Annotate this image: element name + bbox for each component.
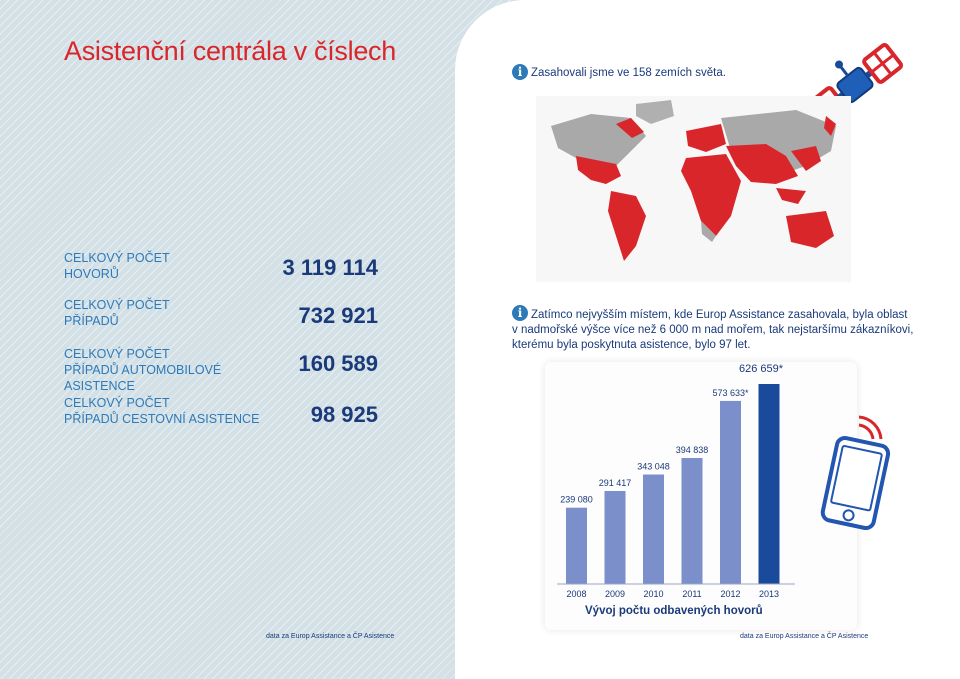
stat-label-line1: CELKOVÝ POČET <box>64 396 170 410</box>
year-label-2013: 2013 <box>758 589 780 599</box>
info-altitude-line1: Zatímco nejvyšším místem, kde Europ Assistance zasahovala, byla oblast <box>531 309 908 321</box>
info-icon: i <box>512 64 528 80</box>
stat-value-calls: 3 119 114 <box>282 255 378 280</box>
stat-label-line2: PŘÍPADŮ AUTOMOBILOVÉ ASISTENCE <box>64 363 222 393</box>
smartphone-icon <box>815 415 895 530</box>
stat-label-calls <box>64 250 284 282</box>
stat-value-cases: 732 921 <box>298 303 378 328</box>
bar-2012 <box>720 401 741 584</box>
value-label-2011: 394 838 <box>675 444 709 455</box>
value-label-2012: 573 633* <box>712 387 749 398</box>
bar-2008 <box>566 508 587 584</box>
bar-2009 <box>605 491 626 584</box>
stat-label-cases <box>64 297 284 329</box>
chart-title: Vývoj počtu odbavených hovorů <box>585 605 763 617</box>
stat-label-line1: CELKOVÝ POČET <box>64 347 170 361</box>
stat-value-travel: 98 925 <box>310 402 378 427</box>
stat-label-line2: PŘÍPADŮ CESTOVNÍ ASISTENCE <box>64 412 260 426</box>
stat-label-line2: PŘÍPADŮ <box>64 314 119 328</box>
bar-2010 <box>643 475 664 584</box>
stat-label-auto <box>64 346 284 394</box>
value-label-2010: 343 048 <box>637 461 670 472</box>
bar-2011 <box>682 458 703 584</box>
year-label-2011: 2011 <box>682 589 702 599</box>
stat-value-auto: 160 589 <box>298 351 378 376</box>
info-icon: i <box>512 305 528 321</box>
page-title: Asistenční centrála v číslech <box>64 36 396 66</box>
world-map <box>536 96 851 282</box>
info-altitude-line2: v nadmořské výšce více než 6 000 m nad mořem, tak nejstaršímu zákazníkovi, <box>512 324 914 336</box>
year-label-2009: 2009 <box>604 589 626 599</box>
year-label-2010: 2010 <box>643 589 664 599</box>
value-label-2008: 239 080 <box>560 494 593 505</box>
value-label-2009: 291 417 <box>598 477 632 488</box>
stat-label-line2: HOVORŮ <box>64 267 119 281</box>
year-label-2008: 2008 <box>566 589 587 599</box>
source-note-left: data za Europ Assistance a ČP Asistence <box>266 633 395 640</box>
stat-label-line1: CELKOVÝ POČET <box>64 251 170 265</box>
value-label-2013: 626 659* <box>738 363 784 375</box>
stat-label-line1: CELKOVÝ POČET <box>64 298 170 312</box>
bar-chart <box>545 362 857 607</box>
world-map-graphic <box>536 96 851 282</box>
info-countries-text: Zasahovali jsme ve 158 zemích světa. <box>531 67 726 79</box>
year-label-2012: 2012 <box>720 589 741 599</box>
stat-label-travel <box>64 395 284 427</box>
source-note-right: data za Europ Assistance a ČP Asistence <box>740 633 869 640</box>
info-altitude-line3: kterému byla poskytnuta asistence, bylo 97 let. <box>512 339 751 351</box>
bar-2013 <box>759 384 780 584</box>
